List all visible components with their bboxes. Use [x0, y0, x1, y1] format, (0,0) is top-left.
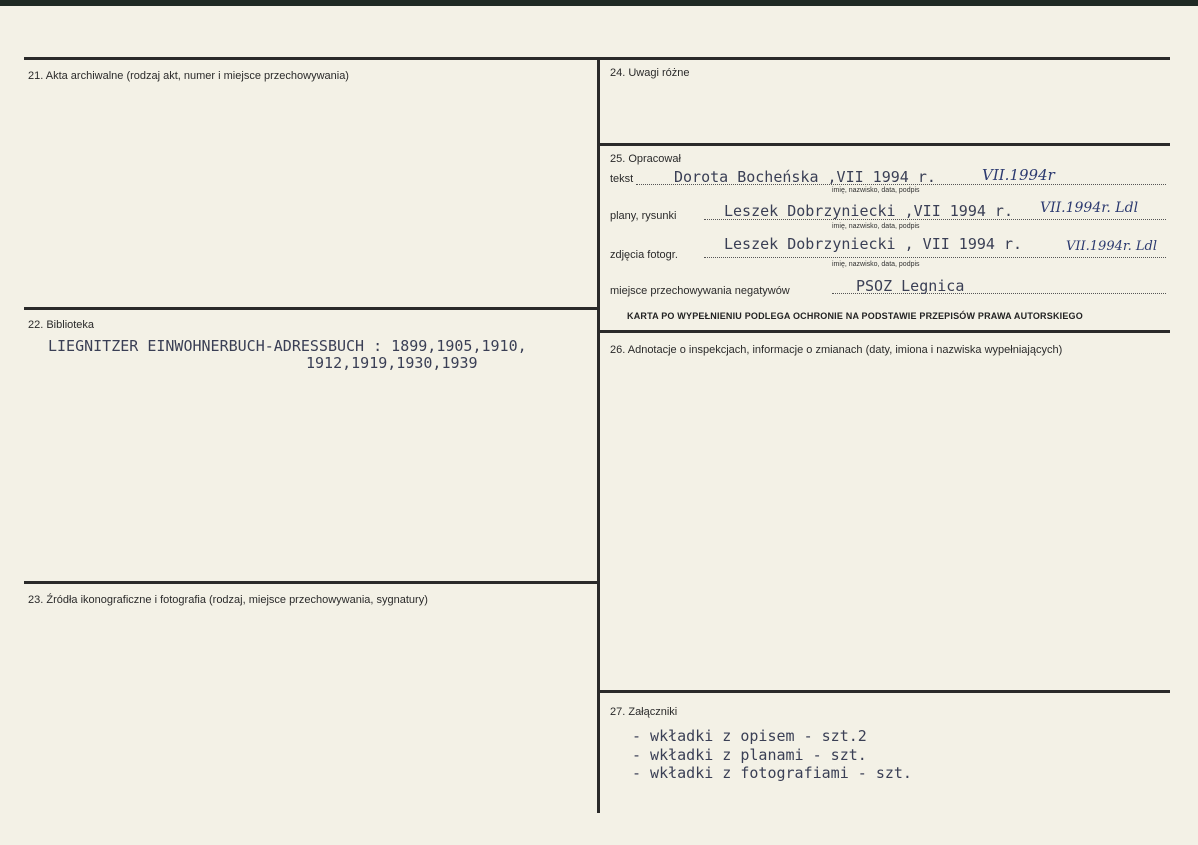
rule-26-27: [598, 690, 1170, 693]
section-26-label: 26. Adnotacje o inspekcjach, informacje o zmianach (daty, imiona i nazwiska wypełniających): [610, 344, 1063, 356]
zdjecia-line: [704, 257, 1166, 258]
library-entry-line2: 1912,1919,1930,1939: [306, 354, 478, 372]
copyright-notice: KARTA PO WYPEŁNIENIU PODLEGA OCHRONIE NA PODSTAWIE PRZEPISÓW PRAWA AUTORSKIEGO: [627, 311, 1083, 321]
section-21-label: 21. Akta archiwalne (rodzaj akt, numer i miejsce przechowywania): [28, 70, 349, 82]
zdjecia-label: zdjęcia fotogr.: [610, 249, 678, 261]
tekst-hint: imię, nazwisko, data, podpis: [832, 187, 920, 194]
zdjecia-hint: imię, nazwisko, data, podpis: [832, 261, 920, 268]
library-entry-line1: LIEGNITZER EINWOHNERBUCH-ADRESSBUCH : 1899,1905,1910,: [48, 337, 527, 355]
attachment-item: - wkładki z fotografiami - szt.: [632, 764, 912, 782]
section-23-label: 23. Źródła ikonograficzne i fotografia (rodzaj, miejsce przechowywania, sygnatury): [28, 594, 428, 606]
plany-signature: VII.1994r. Ldl: [1040, 200, 1139, 216]
zdjecia-value: Leszek Dobrzyniecki , VII 1994 r.: [724, 235, 1023, 253]
attachment-item: - wkładki z opisem - szt.2: [632, 727, 867, 745]
zdjecia-signature: VII.1994r. Ldl: [1066, 239, 1158, 254]
plany-value: Leszek Dobrzyniecki ,VII 1994 r.: [724, 202, 1013, 220]
plany-label: plany, rysunki: [610, 210, 677, 222]
rule-25-26: [598, 330, 1170, 333]
tekst-value: Dorota Bocheńska ,VII 1994 r.: [674, 168, 936, 186]
section-24-label: 24. Uwagi różne: [610, 67, 690, 79]
rule-21-22: [24, 307, 598, 310]
tekst-label: tekst: [610, 173, 634, 185]
section-22-label: 22. Biblioteka: [28, 319, 95, 331]
rule-24-25: [598, 143, 1170, 146]
section-27-label: 27. Załączniki: [610, 706, 678, 718]
negatywy-label: miejsce przechowywania negatywów: [610, 285, 790, 297]
negatywy-value: PSOZ Legnica: [856, 277, 965, 295]
section-25-label: 25. Opracował: [610, 153, 681, 165]
center-divider: [597, 57, 600, 813]
tekst-signature: VII.1994r: [982, 166, 1055, 184]
rule-22-23: [24, 581, 598, 584]
plany-hint: imię, nazwisko, data, podpis: [832, 223, 920, 230]
attachment-item: - wkładki z planami - szt.: [632, 746, 867, 764]
